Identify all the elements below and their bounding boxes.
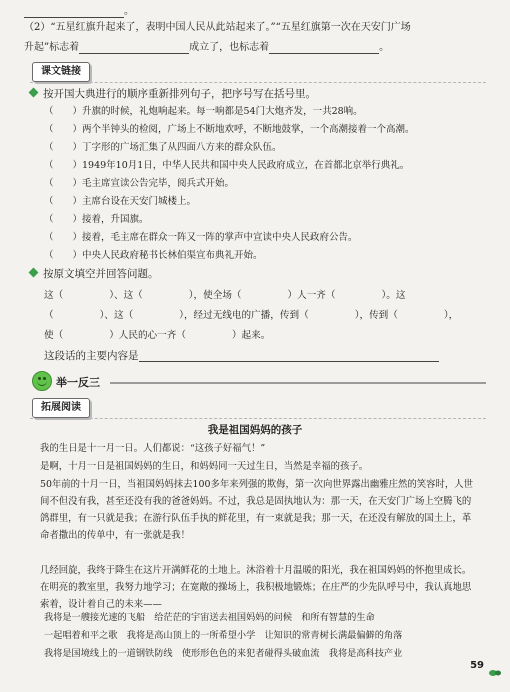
article-paragraph-1: 我的生日是十一月一日。人们都说：“这孩子好福气！” bbox=[40, 443, 266, 454]
answer-blank-1[interactable] bbox=[79, 43, 189, 54]
order-item-3[interactable]: （ ）丁字形的广场汇集了从四面八方来的群众队伍。 bbox=[44, 142, 282, 153]
article-paragraph-4: 几经回旋，我终于降生在这片开满鲜花的土地上。沐浴着十月温暖的阳光，我在祖国妈妈的怀抱里成长。在明亮的教室里，我努力地学习；在宽敞的操场上，我积极地锻炼；在庄严的少先队呼号中，我认真地思索着，设计着自己的未来—— bbox=[40, 565, 472, 610]
order-item-9[interactable]: （ ）中央人民政府秘书长林伯渠宣布典礼开始。 bbox=[44, 250, 263, 261]
fill-question: 按原文填空并回答问题。 bbox=[30, 268, 159, 281]
diamond-bullet-icon bbox=[29, 88, 39, 98]
section-rule bbox=[110, 382, 486, 384]
fill-line-1: 这（ ）、这（ ），使全场（ ）人一齐（ ）。这 bbox=[44, 290, 406, 301]
fill-main-content: 这段话的主要内容是 bbox=[44, 350, 439, 362]
order-item-6[interactable]: （ ）主席台设在天安门城楼上。 bbox=[44, 196, 197, 207]
article-title: 我是祖国妈妈的孩子 bbox=[207, 424, 303, 436]
diamond-bullet-icon bbox=[29, 268, 39, 278]
order-item-7[interactable]: （ ）接着，升国旗。 bbox=[44, 214, 149, 225]
article-paragraph-2: 是啊，十月一日是祖国妈妈的生日，和妈妈同一天过生日，当然是幸福的孩子。 bbox=[40, 461, 369, 472]
divider bbox=[30, 82, 486, 83]
leaf-icon bbox=[488, 668, 502, 678]
question-2-line-2: 升起”标志着 成立了，也标志着 。 bbox=[24, 42, 390, 53]
main-content-answer-line[interactable] bbox=[139, 351, 439, 362]
section-tag-text-link: 课文链接 bbox=[32, 62, 90, 82]
order-item-2[interactable]: （ ）两个半钟头的检阅，广场上不断地欢呼，不断地鼓掌，一个高潮接着一个高潮。 bbox=[44, 124, 415, 135]
answer-blank-top[interactable]: 。 bbox=[24, 6, 494, 18]
fill-line-3: 使（ ）人民的心一齐（ ）起来。 bbox=[44, 330, 271, 341]
answer-blank-2[interactable] bbox=[269, 43, 379, 54]
smiley-icon bbox=[32, 371, 52, 391]
poem-line-2: 一起唱着和平之歌 我将是高山顶上的一所希望小学 让知识的常青树长满最偏僻的角落 bbox=[44, 630, 403, 641]
order-item-8[interactable]: （ ）接着，毛主席在群众一阵又一阵的掌声中宣读中央人民政府公告。 bbox=[44, 232, 358, 243]
question-2-line-1: （2）“五星红旗升起来了，表明中国人民从此站起来了。”“五星红旗第一次在天安门广场 bbox=[24, 22, 411, 33]
fill-line-2: （ ）、这（ ），经过无线电的广播，传到（ ），传到（ ）， bbox=[44, 310, 459, 321]
order-item-4[interactable]: （ ）1949年10月1日，中华人民共和国中央人民政府成立，在首都北京举行典礼。 bbox=[44, 160, 410, 171]
poem-line-1: 我将是一艘接光速的飞船 给茫茫的宇宙送去祖国妈妈的问候 和所有智慧的生命 bbox=[44, 612, 375, 623]
section-title: 举一反三 bbox=[56, 376, 100, 389]
order-question: 按开国大典进行的顺序重新排列句子，把序号写在括号里。 bbox=[30, 88, 316, 101]
poem-line-3: 我将是国境线上的一道钢铁防线 使形形色色的来犯者碰得头破血流 我将是高科技产业 bbox=[44, 648, 403, 659]
page-number: 59 bbox=[470, 660, 484, 671]
order-item-5[interactable]: （ ）毛主席宣读公告完毕，阅兵式开始。 bbox=[44, 178, 235, 189]
section-tag-extended-reading: 拓展阅读 bbox=[32, 398, 90, 418]
article-paragraph-3: 50年前的十月一日，当祖国妈妈抹去100多年来列强的欺侮，第一次向世界露出幽雅庄然的笑容时，人世间不但没有我，甚至还没有我的爸爸妈妈。不过，我总是固执地认为：那一天，在天安门广场上空腾飞的鸽群里，有一只就是我；在游行队伍手执的鲜花里，有一束就是我；那一天，在还没有解放的国土上，革命者撒出的传单中，有一张就是我！ bbox=[40, 479, 473, 541]
divider bbox=[30, 418, 486, 419]
order-item-1[interactable]: （ ）升旗的时候，礼炮响起来。每一响都是54门大炮齐发，一共28响。 bbox=[44, 106, 363, 117]
